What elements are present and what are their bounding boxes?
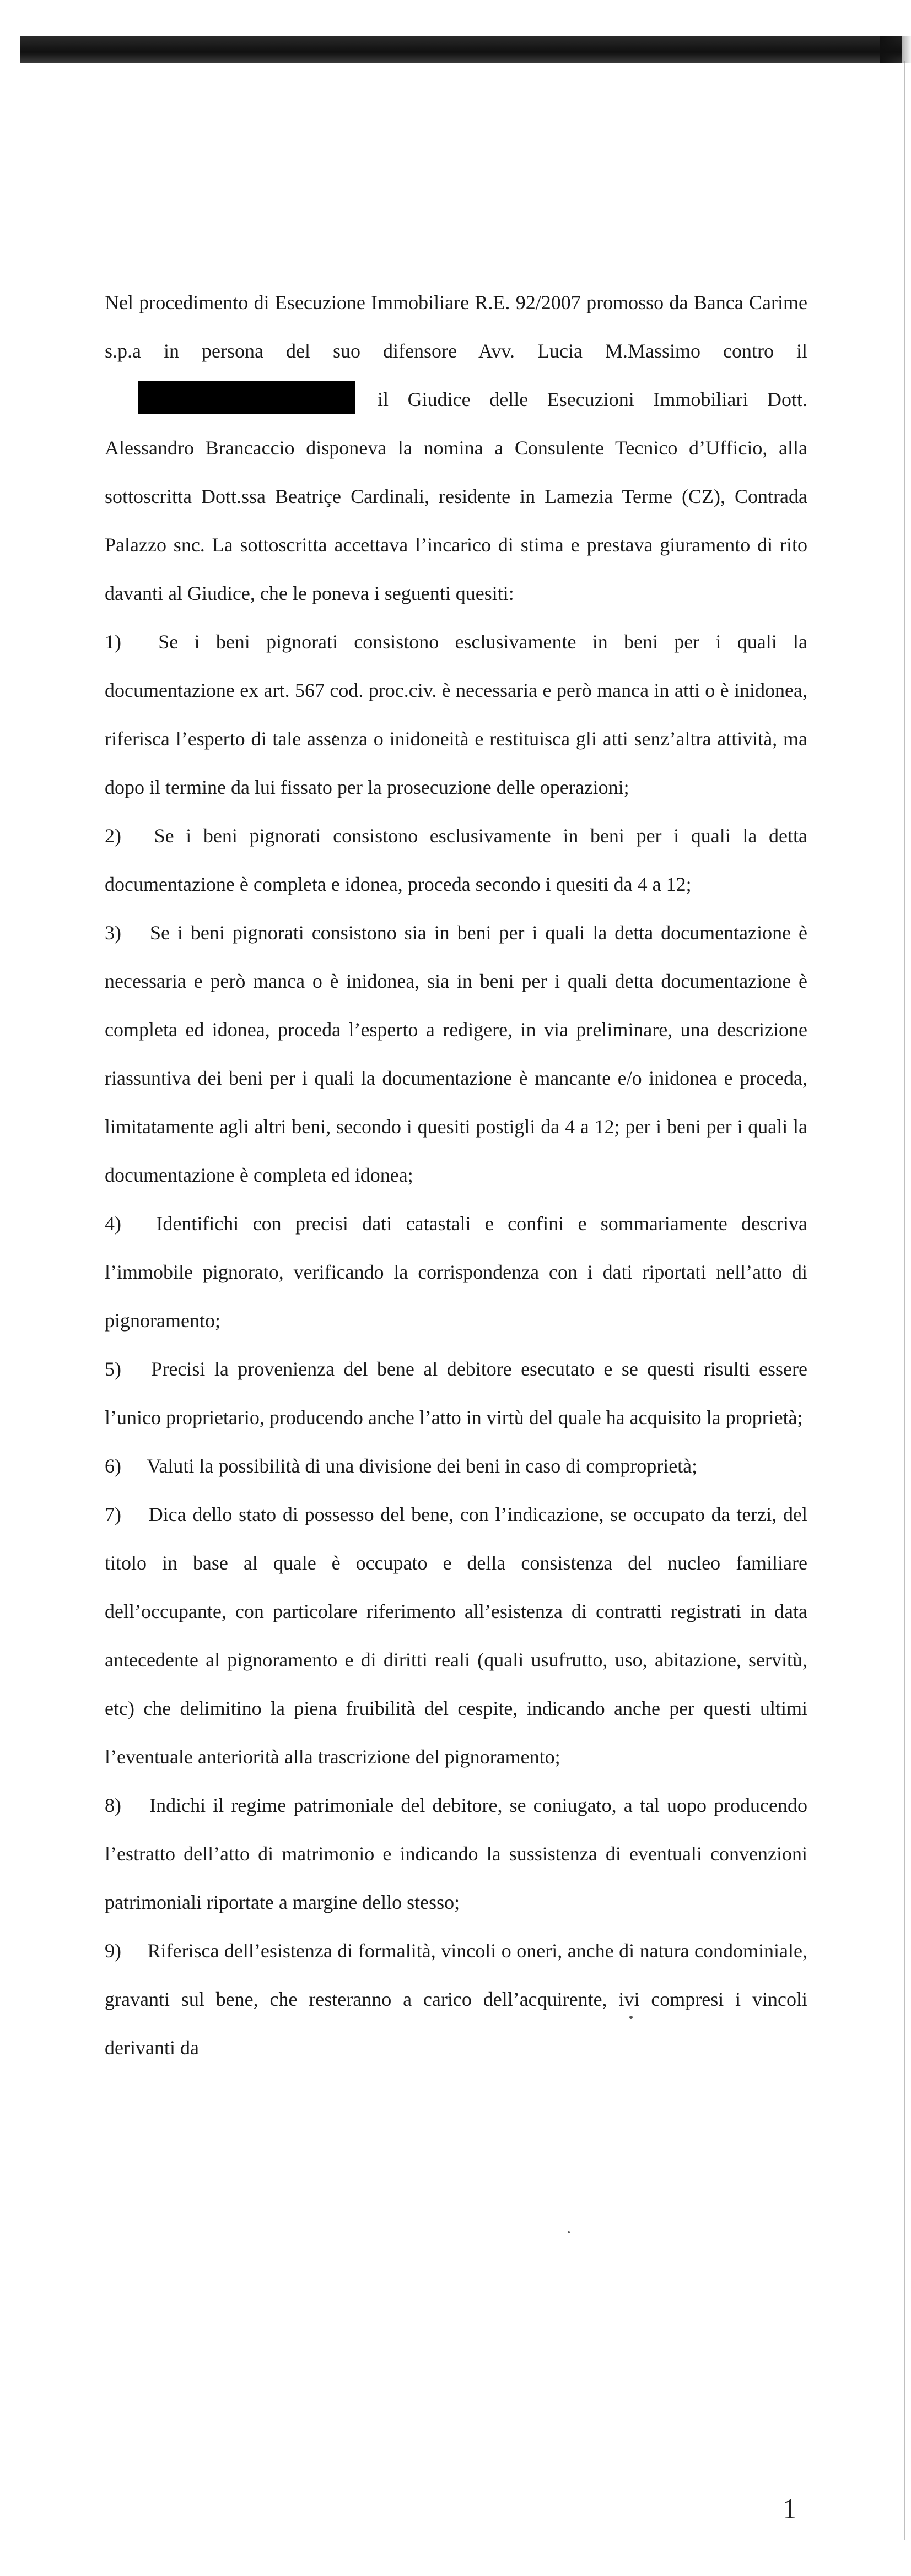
quesito-number: 5)	[105, 1358, 121, 1380]
scan-right-edge	[904, 61, 905, 2540]
quesito-item	[105, 1781, 807, 1926]
intro-paragraph	[105, 278, 807, 618]
quesito-number: 6)	[105, 1455, 121, 1477]
quesito-number: 1)	[105, 631, 121, 653]
quesito-number: 4)	[105, 1213, 121, 1235]
quesito-item	[105, 1926, 807, 2072]
page-number: 1	[783, 2493, 797, 2525]
quesito-item	[105, 908, 807, 1199]
scan-top-border	[20, 36, 902, 63]
quesito-number: 9)	[105, 1940, 121, 1962]
quesito-number: 3)	[105, 922, 121, 944]
quesito-text: Se i beni pignorati consistono sia in beni per i quali la detta documentazione è necessaria e però manca o è inidonea, sia in beni per i quali detta documentazione è completa ed idonea, proceda l’esperto a redigere, in via preliminare, una descrizione riassuntiva dei beni per i quali la documentazione è mancante e/o inidonea e proceda, limitatamente agli altri beni, secondo i quesiti postigli da 4 a 12; per i beni per i quali la documentazione è completa ed idonea;	[105, 922, 807, 1186]
quesito-item	[105, 1199, 807, 1345]
quesito-text: Se i beni pignorati consistono esclusivamente in beni per i quali la detta documentazione è completa e idonea, proceda secondo i quesiti da 4 a 12;	[105, 825, 807, 895]
quesito-text: Precisi la provenienza del bene al debitore esecutato e se questi risulti essere l’unico proprietario, producendo anche l’atto in virtù del quale ha acquisito la proprietà;	[105, 1358, 807, 1428]
intro-text-after: il Giudice delle Esecuzioni Immobiliari Dott. Alessandro Brancaccio disponeva la nomina a Consulente Tecnico d’Ufficio, alla sottoscritta Dott.ssa Beatriçe Cardinali, residente in Lamezia Terme (CZ), Contrada Palazzo snc. La sottoscritta accettava l’incarico di stima e prestava giuramento di rito davanti al Giudice, che le poneva i seguenti quesiti:	[105, 388, 807, 604]
quesito-number: 2)	[105, 825, 121, 847]
quesito-item	[105, 1345, 807, 1442]
quesito-item	[105, 811, 807, 908]
intro-text-before: Nel procedimento di Esecuzione Immobiliare R.E. 92/2007 promosso da Banca Carime s.p.a in persona del suo difensore Avv. Lucia M.Massimo contro il	[105, 291, 807, 362]
quesito-item	[105, 1490, 807, 1781]
quesito-text: Identifichi con precisi dati catastali e confini e sommariamente descriva l’immobile pignorato, verificando la corrispondenza con i dati riportati nell’atto di pignoramento;	[105, 1213, 808, 1332]
quesito-item	[105, 1442, 807, 1490]
quesito-text: Indichi il regime patrimoniale del debitore, se coniugato, a tal uopo producendo l’estratto dell’atto di matrimonio e indicando la sussistenza di eventuali convenzioni patrimoniali riportate a margine dello stesso;	[105, 1794, 807, 1913]
quesito-text: Valuti la possibilità di una divisione dei beni in caso di comproprietà;	[147, 1455, 698, 1477]
quesito-text: Riferisca dell’esistenza di formalità, vincoli o oneri, anche di natura condominiale, gravanti sul bene, che resteranno a carico dell’acquirente, ivi compresi i vincoli derivanti da	[105, 1940, 807, 2059]
quesito-text: Se i beni pignorati consistono esclusivamente in beni per i quali la documentazione ex art. 567 cod. proc.civ. è necessaria e però manca in atti o è inidonea, riferisca l’esperto di tale assenza o inidoneità e restituisca gli atti senz’altra attività, ma dopo il termine da lui fissato per la prosecuzione delle operazioni;	[105, 631, 808, 798]
quesito-item	[105, 618, 807, 811]
quesito-number: 8)	[105, 1794, 121, 1816]
scan-speck	[568, 2231, 570, 2233]
redacted-name-block	[138, 381, 355, 414]
quesito-number: 7)	[105, 1503, 121, 1525]
quesito-text: Dica dello stato di possesso del bene, con l’indicazione, se occupato da terzi, del titolo in base al quale è occupato e della consistenza del nucleo familiare dell’occupante, con particolare riferimento all’esistenza di contratti registrati in data antecedente al pignoramento e di diritti reali (quali usufrutto, uso, abitazione, servitù, etc) che delimitino la piena fruibilità del cespite, indicando anche per questi ultimi l’eventuale anteriorità alla trascrizione del pignoramento;	[105, 1503, 807, 1768]
document-body	[105, 278, 807, 2072]
